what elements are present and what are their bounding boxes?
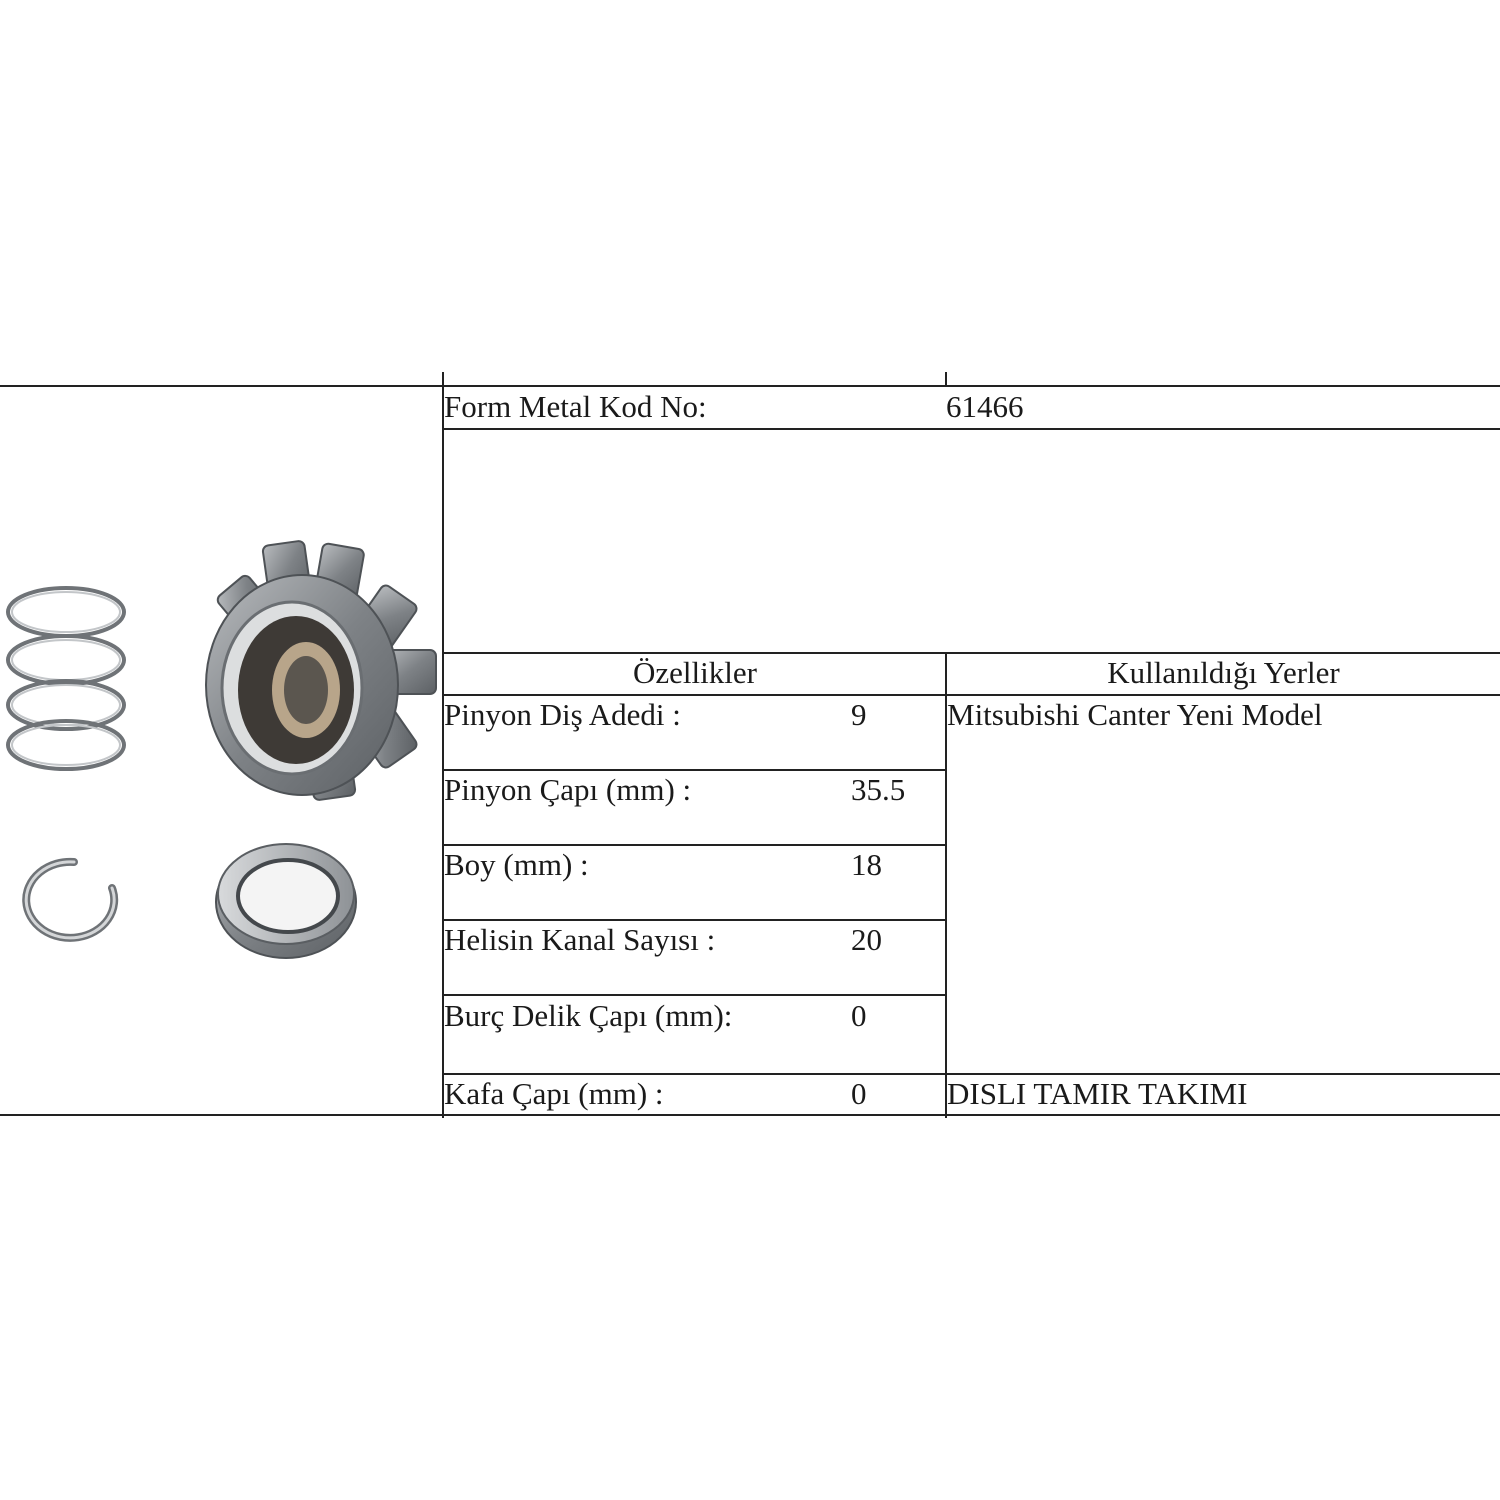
- usage-vehicle: Mitsubishi Canter Yeni Model: [947, 697, 1323, 732]
- spec-label-length: Boy (mm) :: [444, 847, 589, 882]
- product-photo: [0, 520, 440, 980]
- table-bottom-border: [0, 1114, 1500, 1116]
- spec-label-teeth: Pinyon Diş Adedi :: [444, 697, 681, 732]
- code-value: 61466: [946, 389, 1024, 424]
- spring-icon: [8, 588, 124, 769]
- code-column-divider: [945, 372, 947, 386]
- spec-value-teeth: 9: [851, 697, 867, 732]
- spec-value-diameter: 35.5: [851, 772, 906, 807]
- header-row-top-border: [443, 652, 1500, 654]
- circlip-icon: [26, 862, 114, 938]
- spec-label-spline-count: Helisin Kanal Sayısı :: [444, 922, 716, 957]
- spec-label-diameter: Pinyon Çapı (mm) :: [444, 772, 692, 807]
- last-row-top-border: [443, 1073, 1500, 1075]
- spec-row-border-3: [443, 919, 946, 921]
- header-row-bottom-border: [443, 694, 1500, 696]
- code-row-bottom-border: [443, 428, 1500, 430]
- spec-value-length: 18: [851, 847, 882, 882]
- spec-label-head-diameter: Kafa Çapı (mm) :: [444, 1076, 664, 1111]
- spec-row-border-4: [443, 994, 946, 996]
- spec-row-border-1: [443, 769, 946, 771]
- gear-icon: [206, 540, 436, 800]
- usage-product-name: DISLI TAMIR TAKIMI: [947, 1076, 1248, 1111]
- code-label: Form Metal Kod No:: [444, 389, 707, 424]
- spec-row-border-2: [443, 844, 946, 846]
- bushing-ring-icon: [216, 844, 356, 958]
- spec-value-bushing-bore: 0: [851, 998, 867, 1033]
- spec-label-bushing-bore: Burç Delik Çapı (mm):: [444, 998, 733, 1033]
- spec-value-spline-count: 20: [851, 922, 882, 957]
- usage-header: Kullanıldığı Yerler: [1107, 655, 1340, 690]
- specs-header: Özellikler: [633, 655, 757, 690]
- table-top-border: [0, 385, 1500, 387]
- spec-value-head-diameter: 0: [851, 1076, 867, 1111]
